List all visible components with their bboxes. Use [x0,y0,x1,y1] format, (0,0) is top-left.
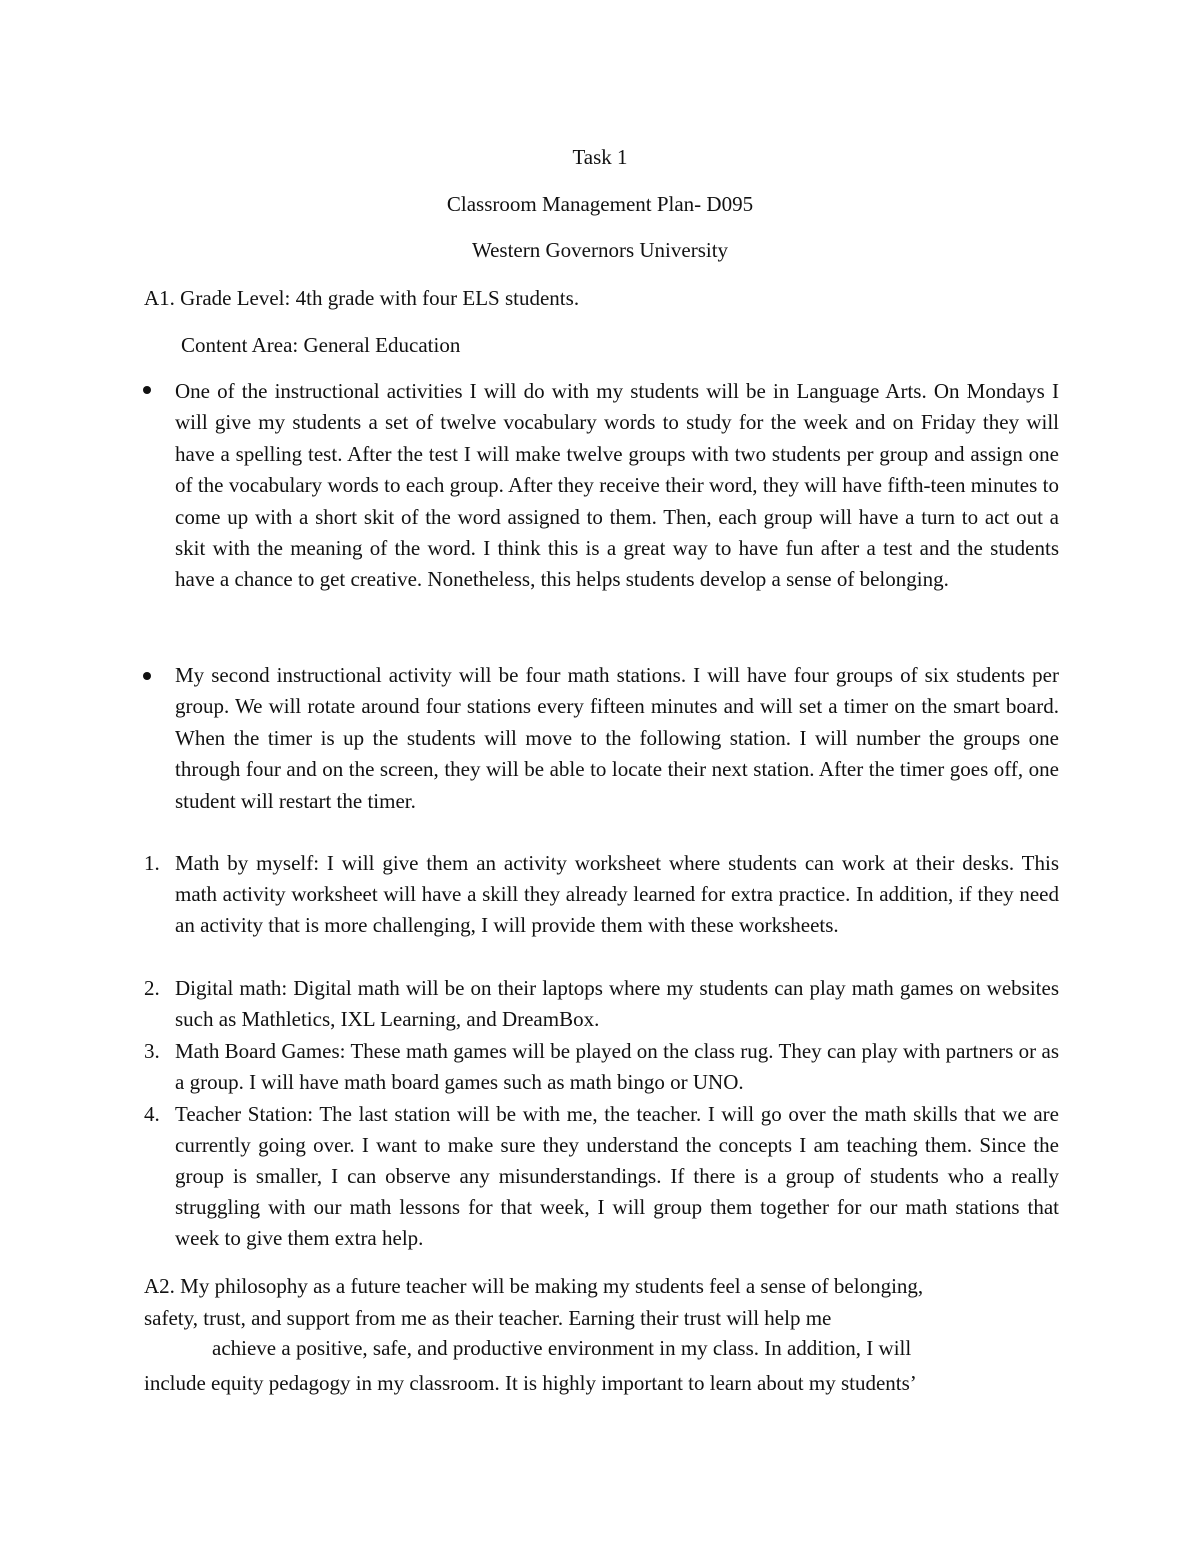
grade-level: A1. Grade Level: 4th grade with four ELS students. [144,286,580,310]
station-number: 2. [144,976,160,1000]
a2-line-2: safety, trust, and support from me as their teacher. Earning their trust will help me [144,1306,832,1330]
school-name: Western Governors University [471,238,729,262]
a2-line-1: A2. My philosophy as a future teacher will be making my students feel a sense of belonging, [144,1274,924,1298]
station-1-text: Math by myself: I will give them an activity worksheet where students can work at their desks. This math activity worksheet will have a skill they already learned for extra practice. In addition, if they need an activity that is more challenging, I will provide them with these worksheets. [175,851,1059,937]
bullet-paragraph-1: One of the instructional activities I will do with my students will be in Language Arts. On Mondays I will give my students a set of twelve vocabulary words to study for the week and on Friday they will have a spelling test. After the test I will make twelve groups with two students per group and assign one of the vocabulary words to each group. After they receive their word, they will have fifth-teen minutes to come up with a short skit of the word assigned to them. Then, each group will have a turn to act out a skit with the meaning of the word. I think this is a great way to have fun after a test and the students have a chance to get creative. Nonetheless, this helps students develop a sense of belonging. [175,379,1059,592]
content-area: Content Area: General Education [181,333,461,357]
station-number: 4. [144,1102,160,1126]
station-number: 1. [144,851,160,875]
station-number: 3. [144,1039,160,1063]
a2-line-3: achieve a positive, safe, and productive environment in my class. In addition, I will [212,1336,912,1360]
bullet-icon [143,386,151,394]
a2-line-4: include equity pedagogy in my classroom. It is highly important to learn about my students’ [144,1371,917,1395]
course-title: Classroom Management Plan- D095 [446,192,754,216]
station-3-text: Math Board Games: These math games will be played on the class rug. They can play with partners or as a group. I will have math board games such as math bingo or UNO. [175,1039,1059,1094]
bullet-icon [143,672,151,680]
task-heading: Task 1 [572,145,628,169]
bullet-paragraph-2: My second instructional activity will be four math stations. I will have four groups of six students per group. We will rotate around four stations every fifteen minutes and will set a timer on the smart board. When the timer is up the students will move to the following station. I will number the groups one through four and on the screen, they will be able to locate their next station. After the timer goes off, one student will restart the timer. [175,663,1059,813]
station-4-text: Teacher Station: The last station will be with me, the teacher. I will go over the math skills that we are currently going over. I want to make sure they understand the concepts I am teaching them. Since the group is smaller, I can observe any misunderstandings. If there is a group of students who a really struggling with our math lessons for that week, I will group them together for our math stations that week to give them extra help. [175,1102,1059,1250]
station-2-text: Digital math: Digital math will be on their laptops where my students can play math games on websites such as Mathletics, IXL Learning, and DreamBox. [175,976,1059,1031]
